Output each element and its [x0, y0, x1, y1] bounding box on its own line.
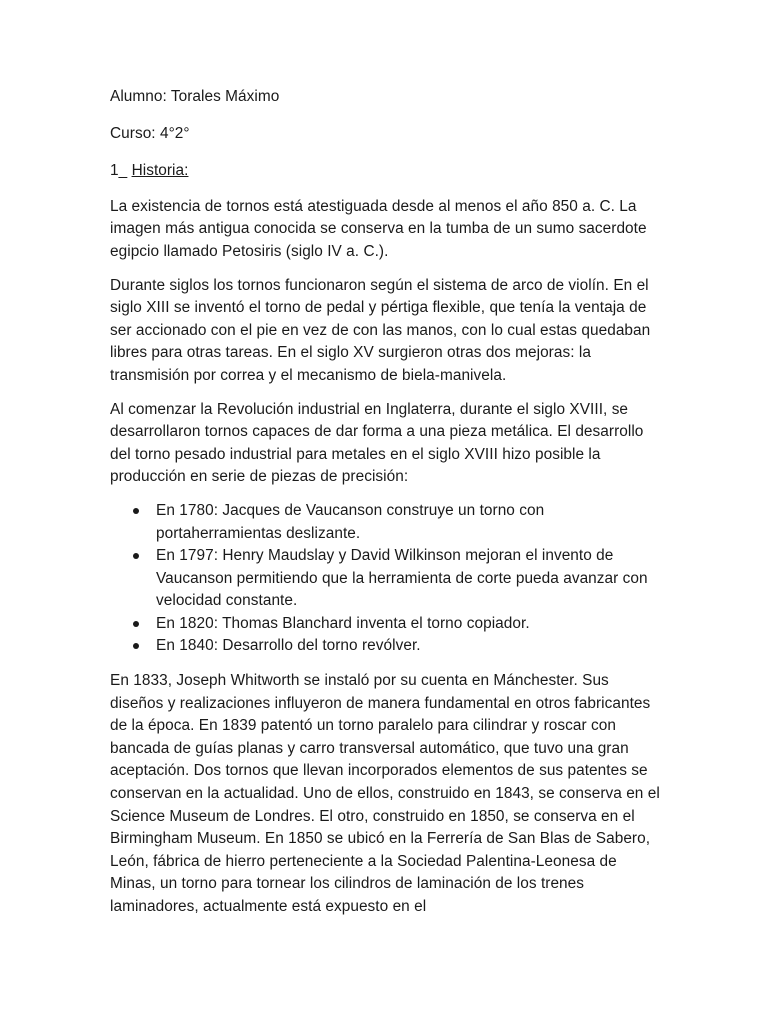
bullet-icon [133, 621, 139, 627]
list-item-text: En 1820: Thomas Blanchard inventa el torno copiador. [156, 614, 530, 632]
list-item [110, 635, 660, 658]
section-heading [110, 160, 660, 183]
paragraph-industrial-revolution: Al comenzar la Revolución industrial en Inglaterra, durante el siglo XVIII, se desarrollaron tornos capaces de dar forma a una pieza metálica. El desarrollo del torno pesado industrial para metales en el siglo XVIII hizo posible la producción en serie de piezas de precisión: [110, 400, 644, 486]
paragraph-medieval: Durante siglos los tornos funcionaron según el sistema de arco de violín. En el siglo XIII se inventó el torno de pedal y pértiga flexible, que tenía la ventaja de ser accionado con el pie en vez de con las manos, con lo cual estas quedaban libres para otras tareas. En el siglo XV surgieron otras dos mejoras: la transmisión por correa y el mecanismo de biela-manivela. [110, 276, 651, 384]
paragraph-whitworth: En 1833, Joseph Whitworth se instaló por su cuenta en Mánchester. Sus diseños y realizaciones influyeron de manera fundamental en otros fabricantes de la época. En 1839 patentó un torno paralelo para cilindrar y roscar con bancada de guías planas y carro transversal automático, que tuvo una gran aceptación. Dos tornos que llevan incorporados elementos de sus patentes se conservan en la actualidad. Uno de ellos, construido en 1843, se conserva en el Science Museum de Londres. El otro, construido en 1850, se conserva en el Birmingham Museum. En 1850 se ubicó en la Ferrería de San Blas de Sabero, León, fábrica de hierro perteneciente a la Sociedad Palentina-Leonesa de Minas, un torno para tornear los cilindros de laminación de los trenes laminadores, actualmente está expuesto en el [110, 672, 660, 915]
bullet-icon [133, 553, 139, 559]
paragraph-origins: La existencia de tornos está atestiguada desde al menos el año 850 a. C. La imagen más antigua conocida se conserva en la tumba de un sumo sacerdote egipcio llamado Petosiris (siglo IV a. C.). [110, 197, 647, 260]
milestones-list [110, 500, 660, 658]
section-title: Historia: [131, 162, 189, 180]
list-item [110, 500, 660, 545]
list-item-text: En 1840: Desarrollo del torno revólver. [156, 637, 421, 655]
list-item [110, 613, 660, 636]
section-number: 1_ [110, 162, 128, 180]
course-line: Curso: 4°2° [110, 125, 190, 143]
bullet-icon [133, 508, 139, 514]
student-name-line: Alumno: Torales Máximo [110, 88, 280, 105]
list-item-text: En 1780: Jacques de Vaucanson construye un torno con portaherramientas deslizante. [156, 501, 545, 542]
document-body [110, 86, 660, 930]
list-item [110, 545, 660, 613]
list-item-text: En 1797: Henry Maudslay y David Wilkinson mejoran el invento de Vaucanson permitiendo que la herramienta de corte pueda avanzar con velocidad constante. [156, 547, 648, 610]
bullet-icon [133, 643, 139, 649]
